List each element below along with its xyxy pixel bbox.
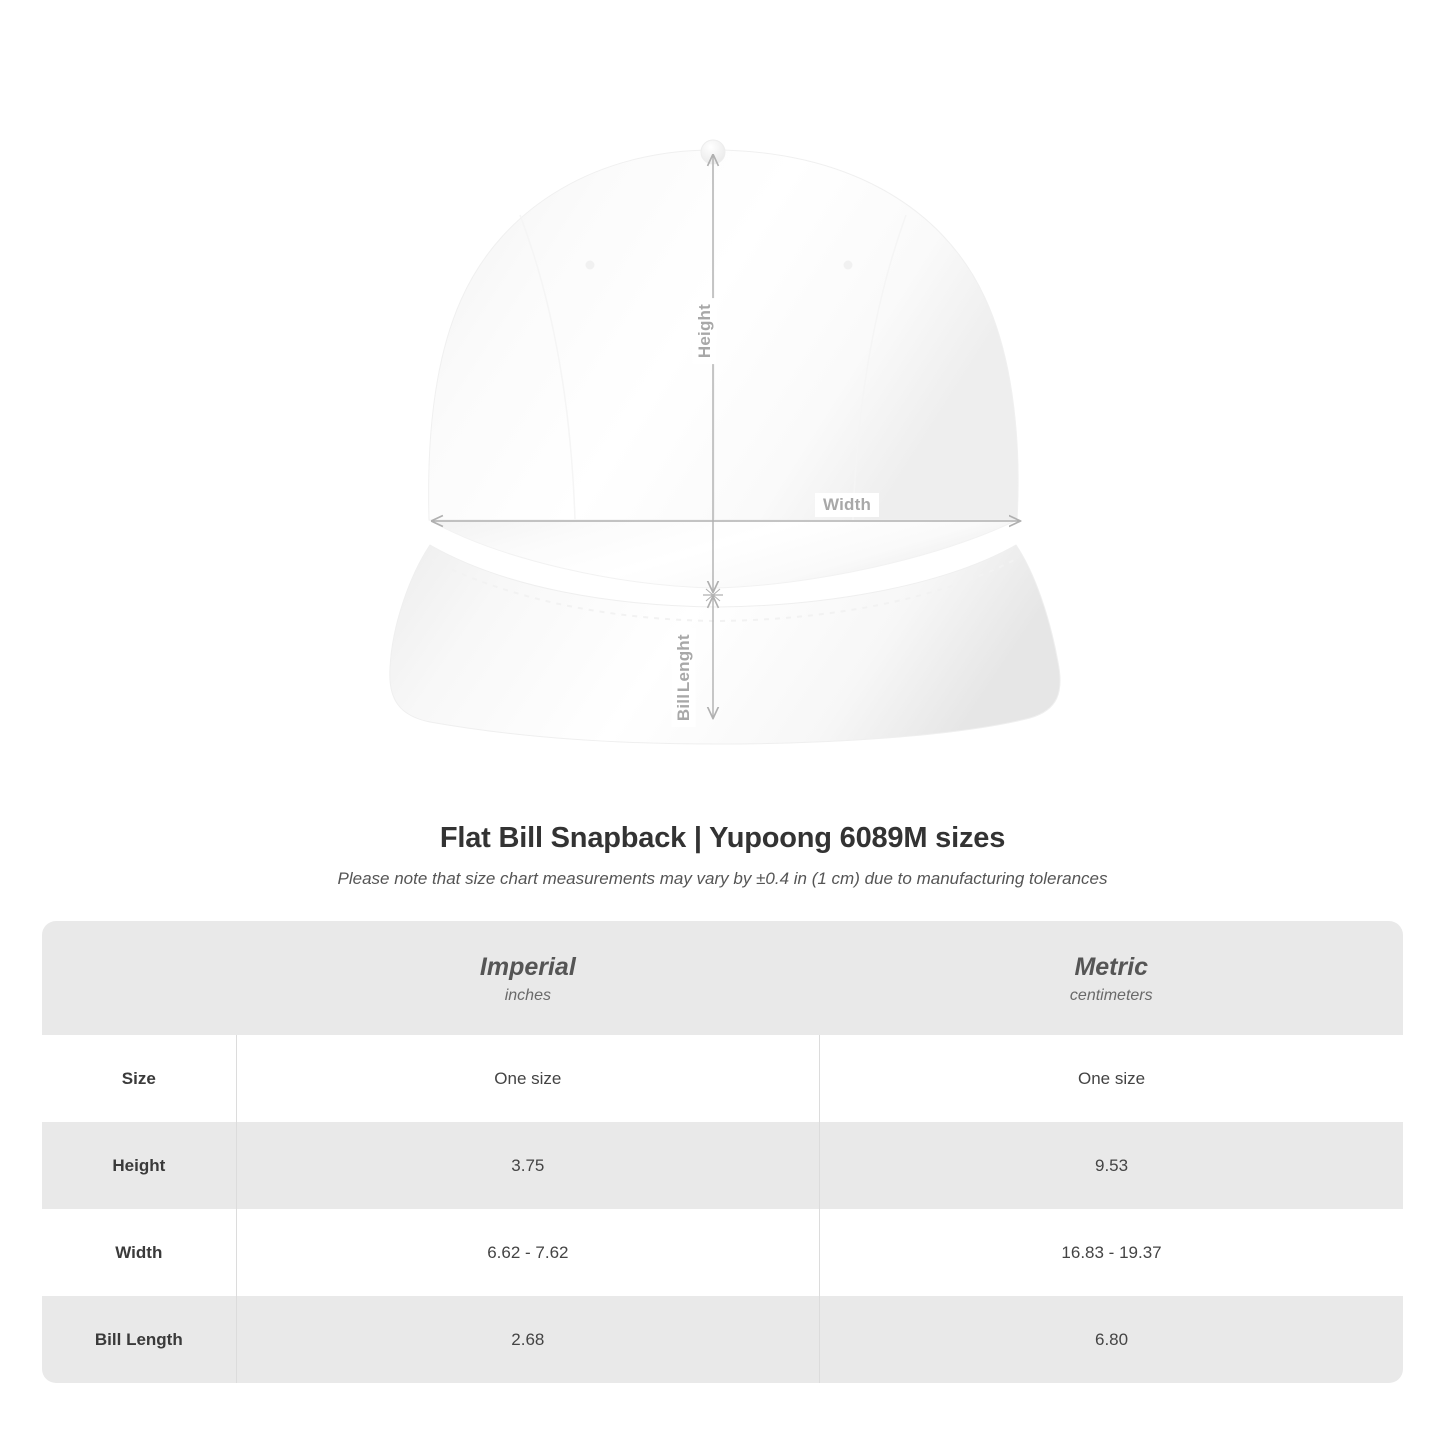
- bill-length-label-line1: Bill: [674, 693, 693, 722]
- unit-name-metric: Metric: [1074, 952, 1149, 981]
- table-header-row: [42, 921, 1403, 1035]
- cell-bill-length-imperial: 2.68: [236, 1296, 819, 1383]
- size-table-wrap: [42, 921, 1403, 1383]
- tolerance-note: Please note that size chart measurements may vary by ±0.4 in (1 cm) due to manufacturing tolerances: [337, 869, 1108, 888]
- table-row: [42, 1035, 1403, 1122]
- table-corner-cell: [42, 921, 236, 1035]
- cell-size-imperial: One size: [236, 1035, 819, 1122]
- height-label: Height: [693, 298, 717, 364]
- table-row: [42, 1209, 1403, 1296]
- table-row: [42, 1122, 1403, 1209]
- cell-width-metric: 16.83 - 19.37: [820, 1209, 1403, 1296]
- crown-band: [429, 520, 1017, 588]
- cell-height-metric: 9.53: [820, 1122, 1403, 1209]
- cell-size-metric: One size: [820, 1035, 1403, 1122]
- unit-sub-imperial: inches: [504, 986, 551, 1004]
- size-table: [42, 921, 1403, 1383]
- unit-sub-metric: centimeters: [1069, 986, 1153, 1004]
- unit-name-imperial: Imperial: [479, 952, 576, 981]
- bill-length-label-line2: Lenght: [674, 634, 693, 692]
- row-label-size: Size: [42, 1035, 236, 1122]
- row-label-width: Width: [42, 1209, 236, 1296]
- table-row: [42, 1296, 1403, 1383]
- row-label-bill-length: Bill Length: [42, 1296, 236, 1383]
- eyelet-left: [586, 261, 595, 270]
- cell-bill-length-metric: 6.80: [820, 1296, 1403, 1383]
- hat-crown: [429, 150, 1018, 520]
- unit-header-metric: [820, 921, 1403, 1035]
- bill-length-label: [672, 628, 696, 727]
- row-label-height: Height: [42, 1122, 236, 1209]
- page-title: Flat Bill Snapback | Yupoong 6089M sizes: [439, 822, 1006, 854]
- eyelet-right: [844, 261, 853, 270]
- cell-height-imperial: 3.75: [236, 1122, 819, 1209]
- width-label: Width: [815, 493, 879, 517]
- unit-header-imperial: [236, 921, 819, 1035]
- cell-width-imperial: 6.62 - 7.62: [236, 1209, 819, 1296]
- title-block: [0, 822, 1445, 889]
